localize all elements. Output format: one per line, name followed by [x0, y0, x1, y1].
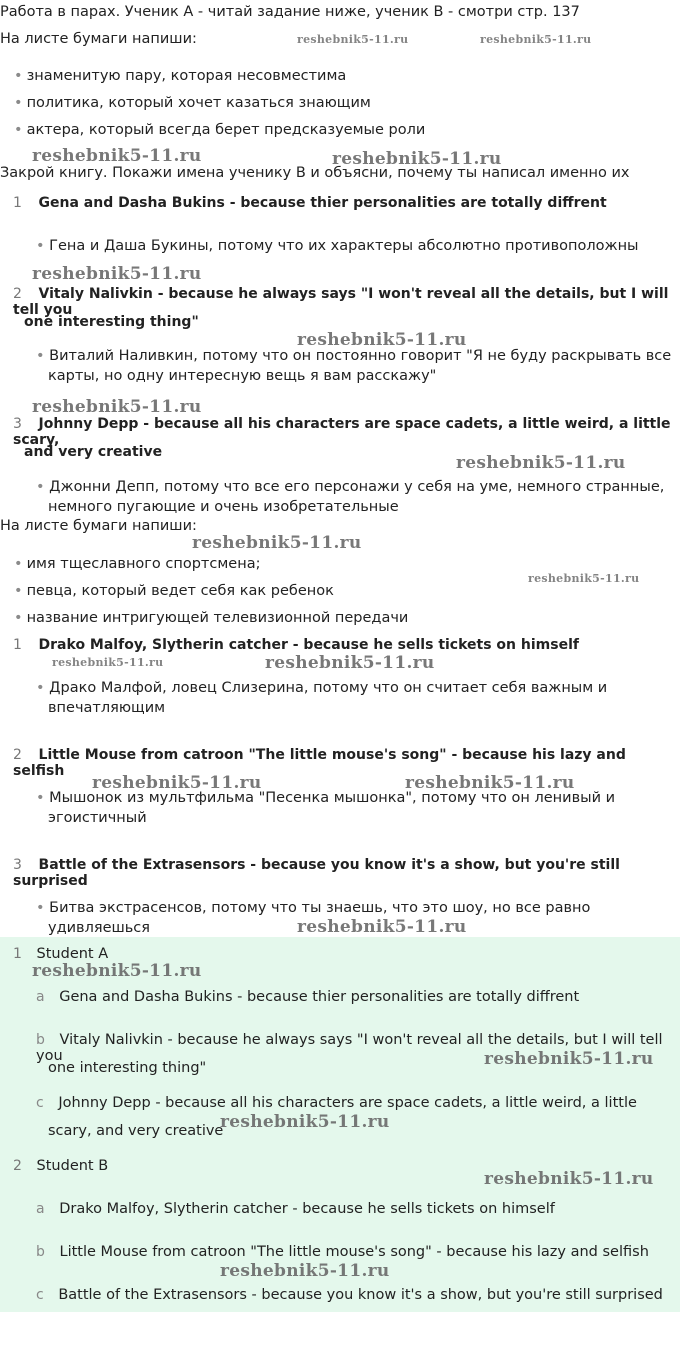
watermark: reshebnik5-11.ru — [220, 1112, 390, 1132]
summary-item-cont: scary, and very creative — [48, 1123, 224, 1139]
watermark: reshebnik5-11.ru — [484, 1049, 654, 1069]
watermark: reshebnik5-11.ru — [480, 33, 592, 46]
write-prompt: На листе бумаги напиши: — [0, 31, 197, 47]
summary-item: c Johnny Depp - because all his characters are space cadets, a little weird, a little — [36, 1095, 637, 1111]
watermark: reshebnik5-11.ru — [92, 773, 262, 793]
answer-number: 3 — [13, 857, 22, 873]
watermark: reshebnik5-11.ru — [405, 773, 575, 793]
watermark: reshebnik5-11.ru — [297, 330, 467, 350]
answer-russian-cont: удивляешься — [48, 920, 150, 936]
summary-item: a Gena and Dasha Bukins - because thier personalities are totally diffrent — [36, 989, 580, 1005]
summary-item-cont: one interesting thing" — [48, 1060, 207, 1076]
answer-number: 1 — [13, 195, 22, 211]
summary-item: c Battle of the Extrasensors - because you know it's a show, but you're still surprised — [36, 1287, 663, 1303]
answer-1 — [13, 195, 607, 211]
answer-english-cont: and very creative — [24, 444, 163, 460]
answer-english-cont: one interesting thing" — [24, 314, 199, 330]
answer-3 — [13, 857, 680, 889]
answer-russian: • Гена и Даша Букины, потому что их характеры абсолютно противоположны — [36, 238, 639, 254]
watermark: reshebnik5-11.ru — [52, 656, 164, 669]
watermark: reshebnik5-11.ru — [456, 453, 626, 473]
list-item: • знаменитую пару, которая несовместима — [14, 68, 346, 84]
answer-number: 1 — [13, 637, 22, 653]
answer-russian: • Битва экстрасенсов, потому что ты знаешь, что это шоу, но все равно — [36, 900, 591, 916]
answer-english: Vitaly Nalivkin - because he always says "I won't reveal all the details, but I will tell you — [13, 286, 669, 318]
write-prompt-2: На листе бумаги напиши: — [0, 518, 197, 534]
watermark: reshebnik5-11.ru — [192, 533, 362, 553]
close-book-instruction: Закрой книгу. Покажи имена ученику В и объясни, почему ты написал именно их — [0, 165, 630, 181]
answer-english: Battle of the Extrasensors - because you know it's a show, but you're still surprised — [13, 857, 620, 889]
answer-number: 2 — [13, 286, 22, 302]
answer-russian-cont: немного пугающие и очень изобретательные — [48, 499, 399, 515]
answer-number: 3 — [13, 416, 22, 432]
student-b-header: 2 Student B — [13, 1158, 109, 1174]
watermark: reshebnik5-11.ru — [32, 264, 202, 284]
answer-russian-cont: эгоистичный — [48, 810, 147, 826]
answer-russian-cont: карты, но одну интересную вещь я вам расскажу" — [48, 368, 437, 384]
answer-number: 2 — [13, 747, 22, 763]
watermark: reshebnik5-11.ru — [32, 146, 202, 166]
watermark: reshebnik5-11.ru — [297, 33, 409, 46]
watermark: reshebnik5-11.ru — [528, 572, 640, 585]
watermark: reshebnik5-11.ru — [297, 917, 467, 937]
summary-item: b Little Mouse from catroon "The little mouse's song" - because his lazy and selfish — [36, 1244, 649, 1260]
watermark: reshebnik5-11.ru — [484, 1169, 654, 1189]
answer-english: Drako Malfoy, Slytherin catcher - because he sells tickets on himself — [38, 637, 579, 653]
student-a-header: 1 Student A — [13, 946, 109, 962]
watermark: reshebnik5-11.ru — [32, 397, 202, 417]
watermark: reshebnik5-11.ru — [220, 1261, 390, 1281]
answer-english: Johnny Depp - because all his characters are space cadets, a little weird, a little scary, — [13, 416, 671, 448]
list-item: • имя тщеславного спортсмена; — [14, 556, 260, 572]
answer-russian: • Виталий Наливкин, потому что он постоянно говорит "Я не буду раскрывать все — [36, 348, 672, 364]
list-item: • актера, который всегда берет предсказуемые роли — [14, 122, 425, 138]
summary-item: b Vitaly Nalivkin - because he always says "I won't reveal all the details, but I will tell you — [36, 1032, 663, 1064]
answer-russian: • Драко Малфой, ловец Слизерина, потому что он считает себя важным и — [36, 680, 608, 696]
watermark: reshebnik5-11.ru — [332, 149, 502, 169]
answer-english: Gena and Dasha Bukins - because thier personalities are totally diffrent — [38, 195, 607, 211]
answer-russian: • Джонни Депп, потому что все его персонажи у себя на уме, немного странные, — [36, 479, 665, 495]
task-instruction: Работа в парах. Ученик А - читай задание ниже, ученик В - смотри стр. 137 — [0, 4, 580, 20]
watermark: reshebnik5-11.ru — [32, 961, 202, 981]
list-item: • политика, который хочет казаться знающим — [14, 95, 371, 111]
answer-1 — [13, 637, 579, 653]
summary-item: a Drako Malfoy, Slytherin catcher - because he sells tickets on himself — [36, 1201, 555, 1217]
answer-russian-cont: впечатляющим — [48, 700, 166, 716]
list-item: • название интригующей телевизионной передачи — [14, 610, 408, 626]
answer-russian: • Мышонок из мультфильма "Песенка мышонка", потому что он ленивый и — [36, 790, 616, 806]
list-item: • певца, который ведет себя как ребенок — [14, 583, 334, 599]
watermark: reshebnik5-11.ru — [265, 653, 435, 673]
answer-english: Little Mouse from catroon "The little mouse's song" - because his lazy and selfish — [13, 747, 626, 779]
